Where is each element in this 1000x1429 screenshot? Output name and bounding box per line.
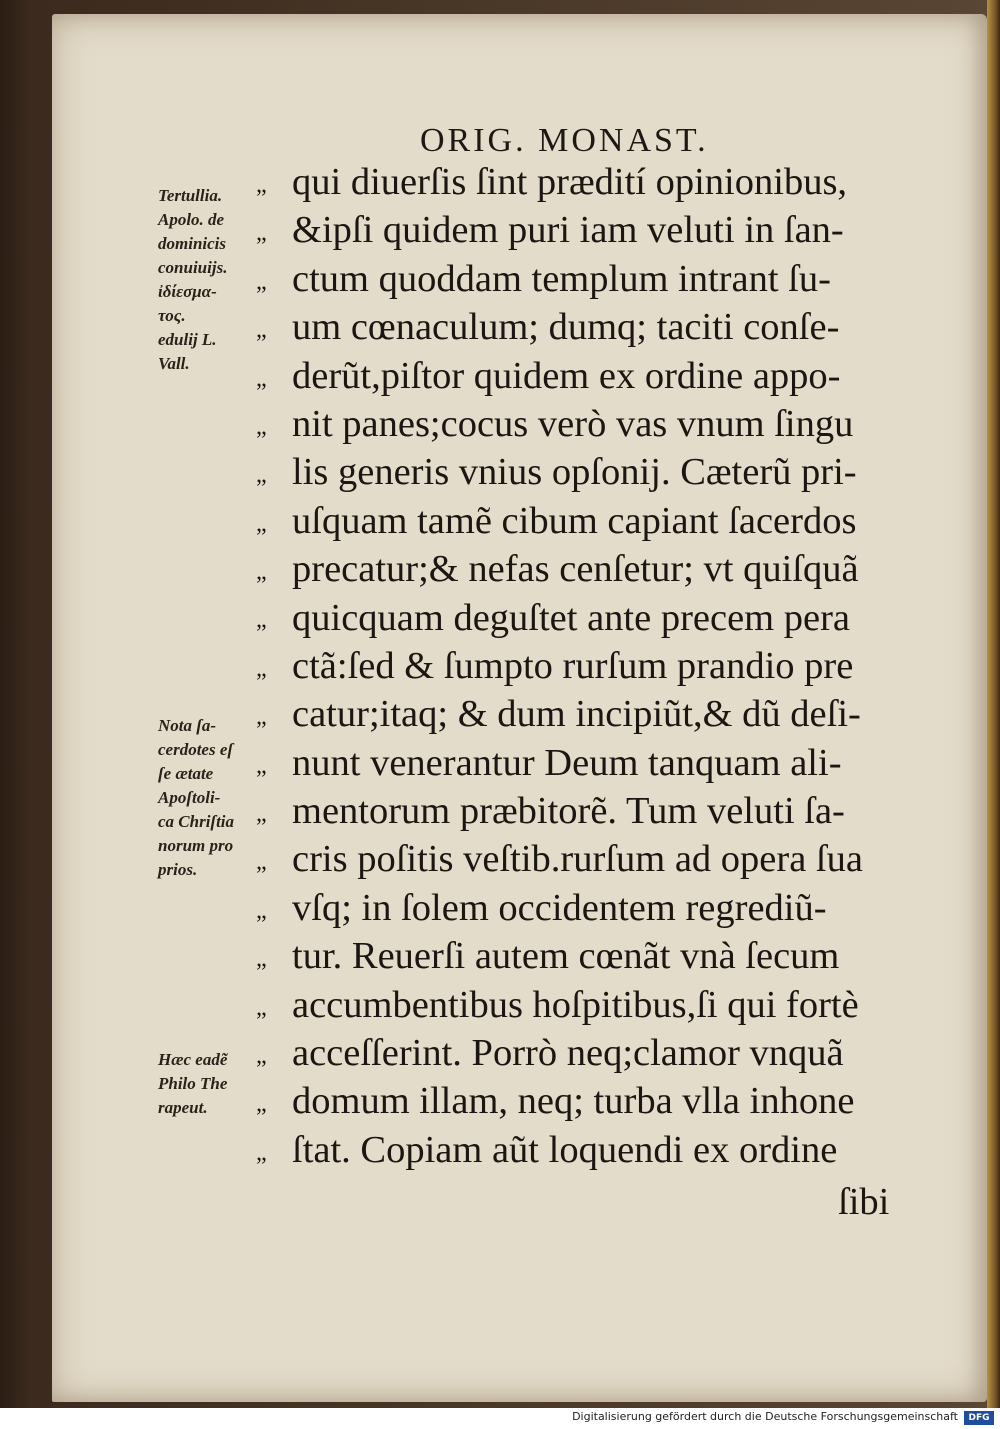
marginal-note-line: ſe ætate [158,764,214,783]
line-text: lis generis vnius opſonij. Cæterũ pri- [292,451,857,494]
quotation-mark: „ [256,1091,267,1118]
marginal-note-line: conuiuijs. [158,258,228,277]
text-line [256,690,916,738]
marginal-note-line: edulij L. [158,330,217,349]
quotation-mark: „ [256,897,267,924]
text-line [256,594,916,642]
text-line [256,739,916,787]
line-text: mentorum præbitorẽ. Tum veluti ſa- [292,790,845,833]
quotation-mark: „ [256,268,267,295]
text-line [256,835,916,883]
quotation-mark: „ [256,801,267,828]
quotation-mark: „ [256,1043,267,1069]
line-text: ctã:ſed & ſumpto rurſum prandio pre [292,644,854,687]
text-line [256,448,916,496]
line-text: ctum quoddam templum intrant ſu- [292,257,831,300]
text-line [256,400,916,448]
line-text: nit panes;cocus verò vas vnum ſingu [292,402,854,445]
quotation-mark: „ [256,171,267,198]
quotation-mark: „ [256,220,267,247]
quotation-mark: „ [256,994,267,1021]
quotation-mark: „ [256,559,267,586]
marginal-note-tertullian [158,184,268,376]
text-line [256,303,916,351]
marginal-note-line: cerdotes eſ [158,740,234,759]
quotation-mark: „ [256,752,267,779]
running-title: ORIG. MONAST. [420,122,709,159]
dfg-logo: DFG [964,1411,994,1425]
quotation-mark: „ [256,317,267,344]
line-text: um cœnaculum; dumq; taciti conſe- [292,306,840,349]
text-line [256,206,916,254]
marginal-note-philo [158,1048,268,1120]
marginal-note-line: ca Chriſtia [158,812,235,831]
line-text: ſtat. Copiam aũt loquendi ex ordine [292,1128,838,1171]
marginal-note-line: prios. [158,860,198,879]
text-line [256,642,916,690]
line-text: domum illam, neq; turba vlla inhone [292,1080,855,1123]
line-text: nunt venerantur Deum tanquam ali- [292,741,842,784]
quotation-mark: „ [256,849,267,876]
marginal-note-line: Apolo. de [158,210,225,229]
text-line [256,1029,916,1077]
text-line [256,787,916,835]
marginal-note-priests [158,714,268,882]
text-line [256,884,916,932]
text-line [256,1126,916,1174]
marginal-note-line: Philo The [158,1074,228,1093]
line-text: catur;itaq; & dum incipiũt,& dũ deſi- [292,693,861,736]
text-line [256,352,916,400]
footer-credit: Digitalisierung gefördert durch die Deutsche Forschungsgemeinschaft [572,1410,958,1423]
footer-bar [0,1408,1000,1429]
line-text: quicquam deguſtet ante precem pera [292,596,850,639]
quotation-mark: „ [256,365,267,392]
text-line [256,545,916,593]
line-text: vſq; in ſolem occidentem regrediũ- [292,886,827,929]
quotation-mark: „ [256,946,267,973]
line-text: uſquam tamẽ cibum capiant ſacerdos [292,499,857,542]
line-text: derũt,piſtor quidem ex ordine appo- [292,354,841,397]
line-text: accumbentibus hoſpitibus,ſi qui fortè [292,983,859,1026]
book-edge-right [987,0,1000,1408]
catchword: ſibi [838,1181,890,1223]
marginal-note-line: Nota ſa- [158,716,217,735]
marginal-note-line: ἰδίεσμα- [158,282,217,301]
quotation-mark: „ [256,655,267,682]
text-line [256,932,916,980]
marginal-note-line: Hæc eadẽ [158,1050,228,1069]
marginal-note-line: rapeut. [158,1098,208,1117]
line-text: cris poſitis veſtib.rurſum ad opera ſua [292,838,863,881]
line-text: qui diuerſis ſint prædití opinionibus, [292,161,848,203]
text-line [256,158,916,206]
marginal-note-line: Vall. [158,354,190,373]
marginal-note-line: τος. [158,306,186,325]
text-line [256,981,916,1029]
text-line [256,1077,916,1125]
text-line [256,255,916,303]
quotation-mark: „ [256,704,267,731]
quotation-mark: „ [256,607,267,634]
line-text: tur. Reuerſi autem cœnãt vnà ſecum [292,935,840,978]
marginal-note-line: Apoſtoli- [158,788,221,807]
line-text: &ipſi quidem puri iam veluti in ſan- [292,209,844,252]
quotation-mark: „ [256,462,267,489]
quotation-mark: „ [256,413,267,440]
quotation-mark: „ [256,510,267,537]
main-text-block [256,158,916,1174]
quotation-mark: „ [256,1139,267,1166]
line-text: acceſſerint. Porrò neq;clamor vnquã [292,1032,844,1075]
marginal-note-line: norum pro [158,836,234,855]
line-text: precatur;& nefas cenſetur; vt quiſquã [292,548,859,591]
marginal-note-line: dominicis [158,234,227,253]
text-line [256,497,916,545]
marginal-note-line: Tertullia. [158,186,223,205]
